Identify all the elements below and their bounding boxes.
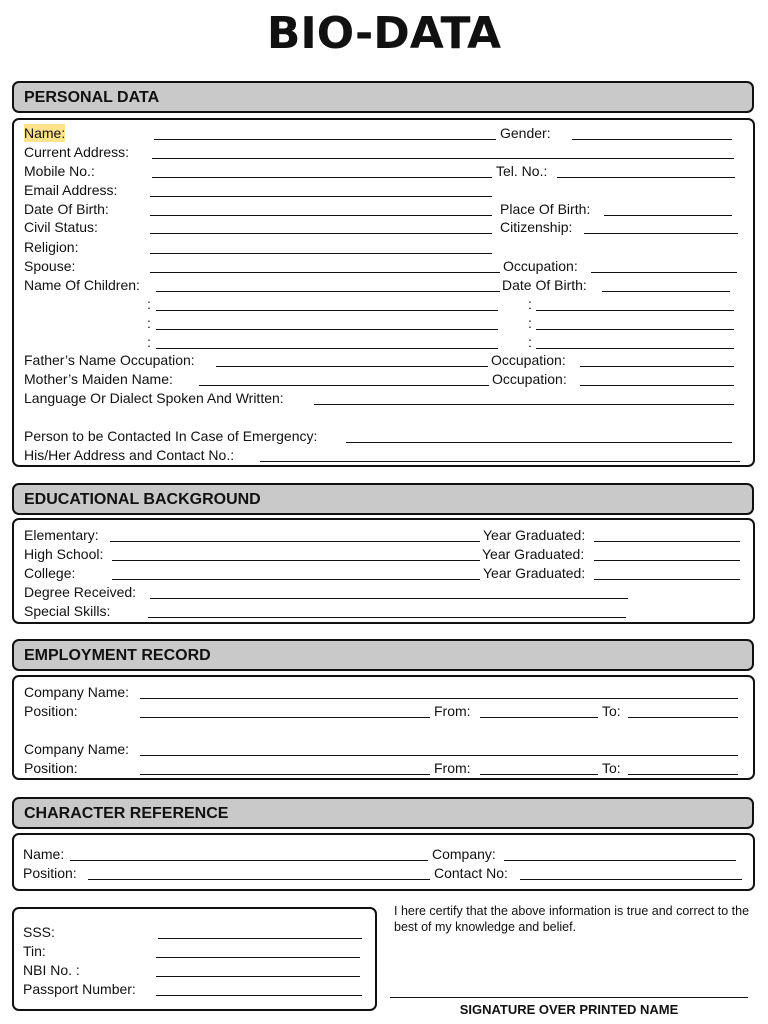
- child-4-colon: :: [147, 334, 151, 350]
- tin-label: Tin:: [23, 943, 46, 959]
- email-field[interactable]: [150, 196, 492, 197]
- employment-box: [12, 675, 755, 780]
- from-2-label: From:: [434, 760, 471, 776]
- tin-field[interactable]: [156, 957, 360, 958]
- certification-text: I here certify that the above information is true and correct to the best of my knowledge and belief.: [394, 904, 750, 934]
- elementary-year-label: Year Graduated:: [483, 527, 586, 543]
- pob-field[interactable]: [604, 215, 732, 216]
- row-passport: [14, 980, 375, 998]
- child-1-field[interactable]: [156, 291, 500, 292]
- row-sss: [14, 923, 375, 941]
- language-label: Language Or Dialect Spoken And Written:: [24, 390, 284, 406]
- row-religion: [14, 238, 753, 256]
- skills-field[interactable]: [148, 617, 626, 618]
- child-3-field[interactable]: [156, 329, 498, 330]
- gender-field[interactable]: [572, 139, 732, 140]
- gender-label: Gender:: [500, 125, 551, 141]
- row-position-2: [14, 759, 753, 777]
- children-label: Name Of Children:: [24, 277, 140, 293]
- sss-field[interactable]: [158, 938, 362, 939]
- high-school-year-field[interactable]: [594, 560, 740, 561]
- row-email: [14, 181, 753, 199]
- nbi-field[interactable]: [156, 976, 360, 977]
- row-child-3: [14, 314, 753, 332]
- child-2-colon: :: [147, 296, 151, 312]
- signature-field[interactable]: [390, 997, 748, 998]
- row-spouse: [14, 257, 753, 275]
- father-field[interactable]: [216, 366, 488, 367]
- dob-label: Date Of Birth:: [24, 201, 109, 217]
- current-address-field[interactable]: [152, 158, 734, 159]
- row-reference-position: [14, 864, 753, 882]
- child-dob-label: Date Of Birth:: [502, 277, 587, 293]
- civil-status-label: Civil Status:: [24, 219, 98, 235]
- company-1-label: Company Name:: [24, 684, 130, 700]
- row-reference-name: [14, 845, 753, 863]
- position-2-field[interactable]: [140, 774, 430, 775]
- elementary-label: Elementary:: [24, 527, 99, 543]
- high-school-year-label: Year Graduated:: [482, 546, 585, 562]
- row-company-1: [14, 683, 753, 701]
- to-1-label: To:: [602, 703, 621, 719]
- child-2-field[interactable]: [156, 310, 498, 311]
- language-field[interactable]: [314, 404, 734, 405]
- tel-field[interactable]: [557, 177, 735, 178]
- college-field[interactable]: [112, 579, 480, 580]
- emergency-address-label: His/Her Address and Contact No.:: [24, 447, 235, 463]
- row-dob: [14, 200, 753, 218]
- id-numbers-box: [12, 907, 377, 1011]
- mother-occupation-label: Occupation:: [492, 371, 567, 387]
- section-header-reference: CHARACTER REFERENCE: [12, 797, 754, 829]
- tel-label: Tel. No.:: [496, 163, 548, 179]
- nbi-label: NBI No. :: [23, 962, 80, 978]
- current-address-label: Current Address:: [24, 144, 130, 160]
- mobile-field[interactable]: [152, 177, 492, 178]
- child-3-dob-colon: :: [528, 315, 532, 331]
- from-2-field[interactable]: [480, 774, 598, 775]
- row-company-2: [14, 740, 753, 758]
- row-father: [14, 351, 753, 369]
- mother-label: Mother’s Maiden Name:: [24, 371, 173, 387]
- reference-box: [12, 833, 755, 891]
- row-language: [14, 389, 753, 407]
- company-2-label: Company Name:: [24, 741, 130, 757]
- mother-field[interactable]: [199, 385, 489, 386]
- dob-field[interactable]: [150, 215, 492, 216]
- row-child-4: [14, 333, 753, 351]
- mother-occupation-field[interactable]: [580, 385, 734, 386]
- position-1-label: Position:: [24, 703, 78, 719]
- college-year-label: Year Graduated:: [483, 565, 586, 581]
- row-tin: [14, 942, 375, 960]
- reference-name-field[interactable]: [70, 860, 428, 861]
- sss-label: SSS:: [23, 924, 55, 940]
- emergency-field[interactable]: [346, 442, 732, 443]
- section-header-personal: PERSONAL DATA: [12, 81, 754, 113]
- religion-label: Religion:: [24, 239, 79, 255]
- passport-label: Passport Number:: [23, 981, 136, 997]
- signature-label: SIGNATURE OVER PRINTED NAME: [459, 1002, 679, 1017]
- row-mother: [14, 370, 753, 388]
- elementary-year-field[interactable]: [594, 541, 740, 542]
- reference-contact-label: Contact No:: [434, 865, 508, 881]
- position-2-label: Position:: [24, 760, 78, 776]
- section-header-employment: EMPLOYMENT RECORD: [12, 639, 754, 671]
- citizenship-field[interactable]: [584, 233, 738, 234]
- name-label: Name:: [24, 125, 66, 141]
- emergency-address-field[interactable]: [260, 461, 740, 462]
- father-label: Father’s Name Occupation:: [24, 352, 195, 368]
- to-2-field[interactable]: [628, 774, 738, 775]
- child-2-dob-colon: :: [528, 296, 532, 312]
- spouse-field[interactable]: [150, 272, 500, 273]
- company-2-field[interactable]: [140, 755, 738, 756]
- row-child-2: [14, 295, 753, 313]
- college-year-field[interactable]: [594, 579, 740, 580]
- emergency-label: Person to be Contacted In Case of Emergency:: [24, 428, 318, 444]
- mobile-label: Mobile No.:: [24, 163, 95, 179]
- education-box: [12, 518, 755, 624]
- father-occupation-label: Occupation:: [491, 352, 566, 368]
- child-1-dob-field[interactable]: [602, 291, 730, 292]
- row-nbi: [14, 961, 375, 979]
- high-school-field[interactable]: [112, 560, 480, 561]
- high-school-label: High School:: [24, 546, 104, 562]
- row-emergency-address: [14, 446, 753, 464]
- row-degree: [14, 583, 753, 601]
- row-current-address: [14, 143, 753, 161]
- child-4-field[interactable]: [156, 348, 498, 349]
- child-3-colon: :: [147, 315, 151, 331]
- row-elementary: [14, 526, 753, 544]
- reference-position-label: Position:: [23, 865, 77, 881]
- reference-name-label: Name:: [23, 846, 65, 862]
- civil-status-field[interactable]: [150, 233, 492, 234]
- to-1-field[interactable]: [628, 717, 738, 718]
- reference-contact-field[interactable]: [520, 879, 742, 880]
- from-1-label: From:: [434, 703, 471, 719]
- degree-label: Degree Received:: [24, 584, 137, 600]
- child-4-dob-field[interactable]: [536, 348, 734, 349]
- citizenship-label: Citizenship:: [500, 219, 573, 235]
- row-children: [14, 276, 753, 294]
- page-title: BIO-DATA: [266, 8, 502, 59]
- child-3-dob-field[interactable]: [536, 329, 734, 330]
- name-field[interactable]: [154, 139, 496, 140]
- pob-label: Place Of Birth:: [500, 201, 591, 217]
- row-skills: [14, 602, 753, 620]
- father-occupation-field[interactable]: [580, 366, 734, 367]
- skills-label: Special Skills:: [24, 603, 111, 619]
- row-emergency: [14, 427, 753, 445]
- row-college: [14, 564, 753, 582]
- elementary-field[interactable]: [110, 541, 480, 542]
- company-1-field[interactable]: [140, 698, 738, 699]
- row-mobile: [14, 162, 753, 180]
- reference-position-field[interactable]: [88, 879, 430, 880]
- row-name: [14, 124, 753, 142]
- to-2-label: To:: [602, 760, 621, 776]
- spouse-label: Spouse:: [24, 258, 76, 274]
- row-civil-status: [14, 218, 753, 236]
- row-position-1: [14, 702, 753, 720]
- child-4-dob-colon: :: [528, 334, 532, 350]
- religion-field[interactable]: [150, 253, 492, 254]
- child-2-dob-field[interactable]: [536, 310, 734, 311]
- section-header-education: EDUCATIONAL BACKGROUND: [12, 483, 754, 515]
- position-1-field[interactable]: [140, 717, 430, 718]
- spouse-occupation-field[interactable]: [591, 272, 737, 273]
- row-high-school: [14, 545, 753, 563]
- spouse-occupation-label: Occupation:: [503, 258, 578, 274]
- college-label: College:: [24, 565, 76, 581]
- from-1-field[interactable]: [480, 717, 598, 718]
- email-label: Email Address:: [24, 182, 118, 198]
- degree-field[interactable]: [150, 598, 628, 599]
- personal-data-box: [12, 118, 755, 467]
- passport-field[interactable]: [156, 995, 362, 996]
- reference-company-label: Company:: [432, 846, 496, 862]
- reference-company-field[interactable]: [504, 860, 736, 861]
